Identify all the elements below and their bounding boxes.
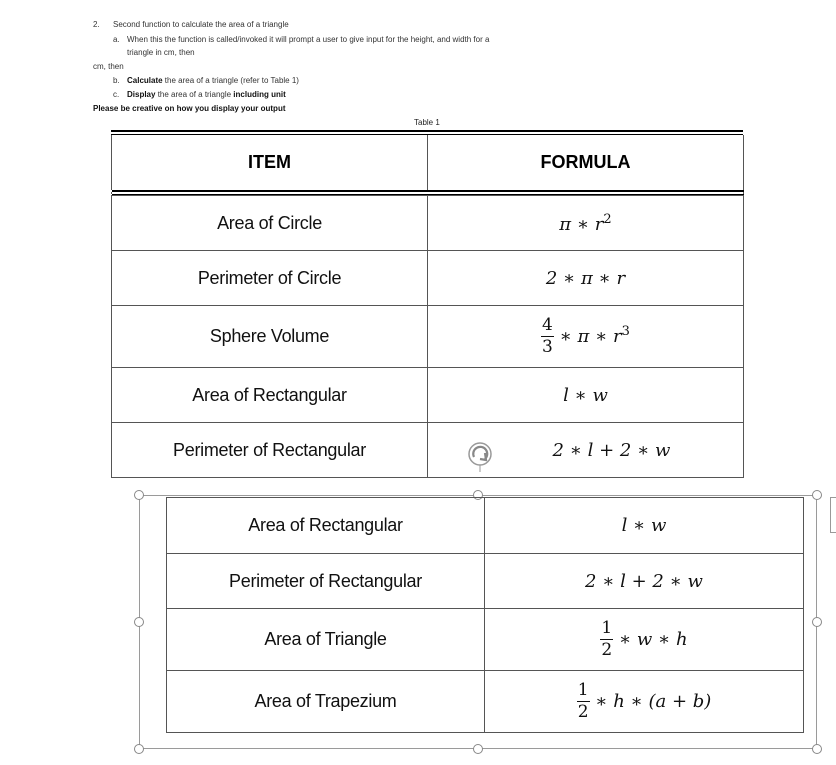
item-a-line2: triangle in cm, then	[127, 48, 195, 57]
item-c-bold1: Display	[127, 90, 156, 99]
item-2-text: Second function to calculate the area of a triangle	[113, 20, 289, 29]
table-row-item: Perimeter of Rectangular	[167, 554, 485, 609]
formula-exponent: 2	[603, 211, 612, 227]
fraction	[541, 317, 554, 356]
header-item: ITEM	[112, 135, 428, 190]
item-a-marker: a.	[113, 35, 120, 44]
layout-options-tab[interactable]	[830, 497, 836, 533]
resize-handle-bottom-right[interactable]	[812, 744, 822, 754]
creative-note: Please be creative on how you display your output	[93, 104, 286, 113]
fraction	[577, 682, 590, 721]
table-row-formula	[428, 306, 744, 368]
formula-exponent: 3	[621, 323, 630, 339]
fraction-denominator: 3	[542, 337, 553, 357]
table-row-formula	[485, 609, 804, 671]
item-c-rest: the area of a triangle	[155, 90, 234, 99]
table-row-item: Perimeter of Rectangular	[112, 423, 428, 478]
item-c-bold2: including unit	[233, 90, 286, 99]
formula-rest: ∗ h ∗ (a + b)	[595, 690, 712, 712]
fraction-denominator: 2	[577, 702, 589, 722]
formula-text: 2 ∗ l + 2 ∗ w	[552, 439, 671, 461]
fraction-numerator: 4	[542, 315, 553, 335]
table-row-formula	[428, 368, 744, 423]
fraction-numerator: 1	[601, 618, 613, 638]
formula-text: 2 ∗ l + 2 ∗ w	[585, 570, 703, 592]
resize-handle-left[interactable]	[134, 617, 144, 627]
table-caption: Table 1	[414, 118, 440, 127]
item-c-marker: c.	[113, 90, 120, 99]
formula-base: π ∗ r	[559, 213, 604, 235]
table-row-item: Sphere Volume	[112, 306, 428, 368]
item-c-text	[127, 90, 286, 99]
resize-handle-right[interactable]	[812, 617, 822, 627]
table-row-item: Perimeter of Circle	[112, 251, 428, 306]
rotate-icon[interactable]	[464, 440, 498, 472]
item-b-marker: b.	[113, 76, 120, 85]
table-row-item: Area of Trapezium	[167, 671, 485, 733]
formula-rest: ∗ w ∗ h	[618, 628, 688, 650]
table-row-formula	[485, 554, 804, 609]
resize-handle-bottom[interactable]	[473, 744, 483, 754]
formula-table-1	[111, 130, 743, 478]
formula-table-2[interactable]	[166, 497, 803, 733]
resize-handle-top-left[interactable]	[134, 490, 144, 500]
resize-handle-bottom-left[interactable]	[134, 744, 144, 754]
table-row-formula	[428, 196, 744, 251]
table-row-formula	[485, 671, 804, 733]
fraction-numerator: 1	[577, 680, 589, 700]
formula-text: 2 ∗ π ∗ r	[545, 267, 626, 289]
resize-handle-top-right[interactable]	[812, 490, 822, 500]
table-row-formula	[485, 498, 804, 554]
stray-text: cm, then	[93, 62, 124, 71]
formula-text: l ∗ w	[621, 515, 667, 536]
table-row-item: Area of Rectangular	[112, 368, 428, 423]
fraction	[600, 620, 613, 659]
table-row-item: Area of Rectangular	[167, 498, 485, 554]
table-row-item: Area of Triangle	[167, 609, 485, 671]
formula-rest: ∗ π ∗ r	[559, 325, 622, 347]
table-row-formula	[428, 251, 744, 306]
fraction-denominator: 2	[601, 640, 613, 660]
item-b-rest: the area of a triangle (refer to Table 1)	[162, 76, 299, 85]
formula-text: l ∗ w	[563, 384, 608, 406]
item-2-number: 2.	[93, 20, 100, 29]
item-a-line1: When this the function is called/invoked it will prompt a user to give input for the height, and width for a	[127, 35, 490, 44]
item-b-bold: Calculate	[127, 76, 163, 85]
item-b-text	[127, 76, 299, 85]
table-row-item: Area of Circle	[112, 196, 428, 251]
header-formula: FORMULA	[428, 135, 744, 190]
